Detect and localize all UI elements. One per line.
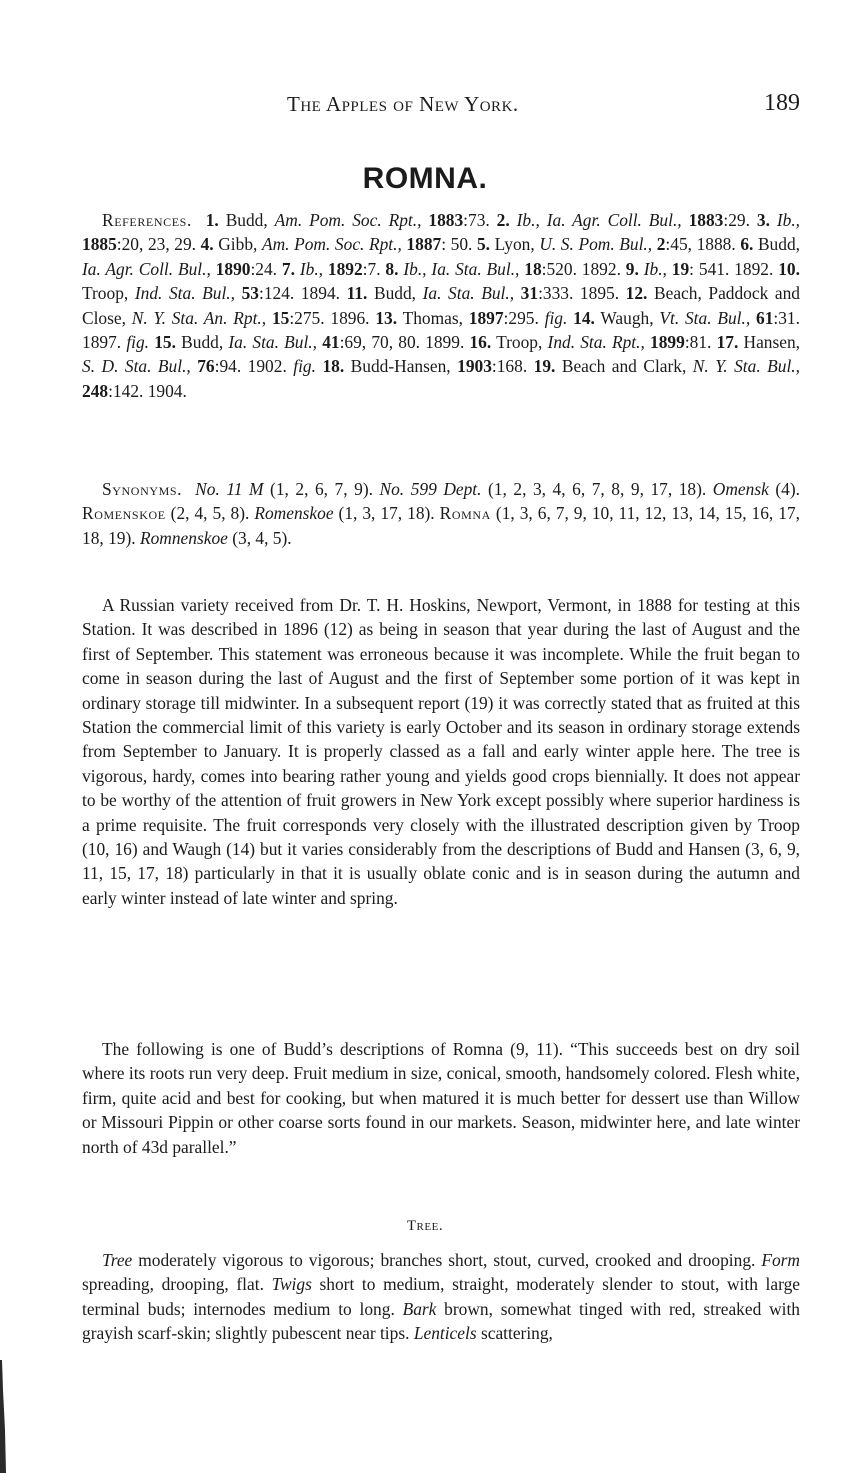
bold-text: 76: [197, 356, 215, 377]
bold-text: 1885: [82, 234, 117, 255]
italic-text: fig.: [293, 356, 316, 377]
italic-text: Romnenskoe: [139, 527, 228, 548]
bold-text: 3.: [756, 210, 770, 230]
italic-text: U. S. Pom. Bul.,: [539, 234, 653, 255]
bold-text: 1890: [215, 258, 251, 279]
bold-text: 18.: [322, 356, 345, 377]
italic-text: Bark: [402, 1298, 437, 1319]
synonyms-label: Synonyms.: [102, 479, 183, 499]
bold-text: 9.: [625, 258, 639, 279]
paragraph-text: The following is one of Budd’s descriptions of Romna (9, 11). “This succeeds best on dry soil where its roots run very deep. Fruit medium in size, conical, smooth, handsomely colored. Flesh white, firm, quite acid and best for cooking, but when matured it is much better for dessert use than Willow or Missouri Pippin or other coarse sorts found in our markets. Season, midwinter here, and late winter north of 43d parallel.”: [82, 1039, 800, 1157]
small-caps-text: Romna: [439, 503, 491, 524]
bold-text: 41: [322, 332, 340, 353]
italic-text: Ind. Sta. Rpt.,: [547, 332, 645, 353]
italic-text: Am. Pom. Soc. Rpt.,: [261, 234, 402, 255]
bold-text: 17.: [716, 332, 739, 353]
italic-text: Ib., Ia. Sta. Bul.,: [403, 258, 520, 279]
small-caps-text: Romenskoe: [82, 503, 166, 524]
italic-text: N. Y. Sta. Bul.,: [692, 356, 800, 377]
bold-text: 19: [671, 258, 690, 279]
bold-text: 13.: [375, 307, 398, 328]
italic-text: Tree: [102, 1250, 133, 1270]
bold-text: 1883: [428, 210, 464, 230]
italic-text: Vt. Sta. Bul.,: [659, 307, 751, 328]
bold-text: 2.: [496, 210, 510, 230]
bold-text: 1.: [205, 210, 219, 230]
bold-text: 19.: [533, 356, 556, 377]
bold-text: 1883: [688, 210, 724, 230]
page-number: 189: [764, 90, 800, 116]
italic-text: Ind. Sta. Bul.,: [134, 283, 235, 304]
tree-text: Tree moderately vigorous to vigorous; branches short, stout, curved, crooked and drooping. Form spreading, drooping, flat. Twigs short to medium, straight, moderately slender to stout, with large terminal buds; internodes medium to long. Bark brown, somewhat tinged with red, streaked with grayish scarf-skin; slightly pubescent near tips. Lenticels scattering,: [82, 1250, 801, 1344]
italic-text: Lenticels: [413, 1323, 477, 1344]
running-title: The Apples of New York.: [287, 92, 519, 116]
italic-text: S. D. Sta. Bul.,: [82, 356, 191, 377]
bold-text: 2: [656, 234, 666, 255]
synonyms-text: No. 11 M (1, 2, 6, 7, 9). No. 599 Dept. (1, 2, 3, 4, 6, 7, 8, 9, 17, 18). Omensk (4). Romenskoe (2, 4, 5, 8). Romenskoe (1, 3, 17, 18). Romna (1, 3, 6, 7, 9, 10, 11, 12, 13, 14, 15, 16, 17, 18, 19). Romnenskoe (3, 4, 5).: [82, 479, 800, 548]
italic-text: No. 599 Dept.: [379, 479, 482, 499]
bold-text: 31: [520, 283, 539, 304]
variety-title: ROMNA.: [362, 162, 488, 195]
italic-text: Ib., Ia. Agr. Coll. Bul.,: [516, 210, 682, 230]
italic-text: Ib.,: [299, 258, 324, 279]
description-paragraph-2: [82, 1037, 800, 1159]
italic-text: Ia. Agr. Coll. Bul.,: [82, 258, 211, 279]
bold-text: 15.: [154, 332, 176, 353]
references-label: References.: [102, 210, 192, 230]
bold-text: 14.: [573, 307, 595, 328]
tree-section-heading: Tree.: [406, 1218, 444, 1234]
bold-text: 8.: [385, 258, 399, 279]
italic-text: Form: [761, 1250, 800, 1270]
bold-text: 4.: [200, 234, 214, 255]
bold-text: 5.: [476, 234, 491, 255]
synonyms-block: [82, 477, 800, 550]
paragraph-text: A Russian variety received from Dr. T. H. Hoskins, Newport, Vermont, in 1888 for testing at this Station. It was described in 1896 (12) as being in season that year during the last of August and the first of September. This statement was erroneous because it was incomplete. While the fruit began to come in season during the last of August and the first of September some portion of it was kept in ordinary storage till midwinter. In a subsequent report (19) it was correctly stated that as fruited at this Station the commercial limit of this variety is early October and its season in ordinary storage extends from September to January. It is properly classed as a fall and early winter apple here. The tree is vigorous, hardy, comes into bearing rather young and yields good crops biennially. It does not appear to be worthy of the attention of fruit growers in New York except possibly where superior hardiness is a prime requisite. The fruit corresponds very closely with the illustrated description given by Troop (10, 16) and Waugh (14) but it varies considerably from the descriptions of Budd and Hansen (3, 6, 9, 11, 15, 17, 18) particularly in that it is usually oblate conic and is in season during the autumn and early winter instead of late winter and spring.: [82, 595, 800, 908]
italic-text: Ia. Sta. Bul.,: [228, 332, 317, 353]
bold-text: 1903: [457, 356, 492, 377]
scan-edge-shadow: [0, 1360, 6, 1473]
references-text: 1. Budd, Am. Pom. Soc. Rpt., 1883:73. 2. Ib., Ia. Agr. Coll. Bul., 1883:29. 3. Ib., 1885:20, 23, 29. 4. Gibb, Am. Pom. Soc. Rpt., 1887: 50. 5. Lyon, U. S. Pom. Bul., 2:45, 1888. 6. Budd, Ia. Agr. Coll. Bul., 1890:24. 7. Ib., 1892:7. 8. Ib., Ia. Sta. Bul., 18:520. 1892. 9. Ib., 19: 541. 1892. 10. Troop, Ind. Sta. Bul., 53:124. 1894. 11. Budd, Ia. Sta. Bul., 31:333. 1895. 12. Beach, Paddock and Close, N. Y. Sta. An. Rpt., 15:275. 1896. 13. Thomas, 1897:295. fig. 14. Waugh, Vt. Sta. Bul., 61:31. 1897. fig. 15. Budd, Ia. Sta. Bul., 41:69, 70, 80. 1899. 16. Troop, Ind. Sta. Rpt., 1899:81. 17. Hansen, S. D. Sta. Bul., 76:94. 1902. fig. 18. Budd-Hansen, 1903:168. 19. Beach and Clark, N. Y. Sta. Bul., 248:142. 1904.: [82, 210, 801, 401]
tree-description: [82, 1248, 800, 1346]
references-block: [82, 208, 800, 403]
bold-text: 6.: [740, 234, 754, 255]
bold-text: 1887: [406, 234, 442, 255]
italic-text: N. Y. Sta. An. Rpt.,: [131, 307, 267, 328]
bold-text: 7.: [281, 258, 295, 279]
italic-text: Omensk: [712, 479, 769, 499]
bold-text: 1897: [468, 307, 504, 328]
bold-text: 15: [271, 307, 290, 328]
italic-text: fig.: [126, 332, 150, 353]
bold-text: 1899: [650, 332, 685, 353]
bold-text: 248: [82, 380, 109, 401]
running-head: [82, 92, 800, 122]
bold-text: 10.: [778, 258, 800, 279]
bold-text: 61: [756, 307, 774, 328]
italic-text: fig.: [544, 307, 568, 328]
italic-text: Twigs: [271, 1274, 312, 1295]
bold-text: 11.: [346, 283, 368, 304]
italic-text: Am. Pom. Soc. Rpt.,: [274, 210, 422, 230]
bold-text: 53: [241, 283, 259, 304]
bold-text: 16.: [469, 332, 492, 353]
italic-text: Ia. Sta. Bul.,: [422, 283, 515, 304]
italic-text: No. 11 M: [195, 479, 264, 499]
italic-text: Ib.,: [643, 258, 667, 279]
bold-text: 12.: [625, 283, 648, 304]
bold-text: 18: [524, 258, 542, 279]
italic-text: Romenskoe: [254, 503, 334, 524]
bold-text: 1892: [327, 258, 363, 279]
description-paragraph-1: [82, 593, 800, 910]
italic-text: Ib.,: [776, 210, 801, 230]
